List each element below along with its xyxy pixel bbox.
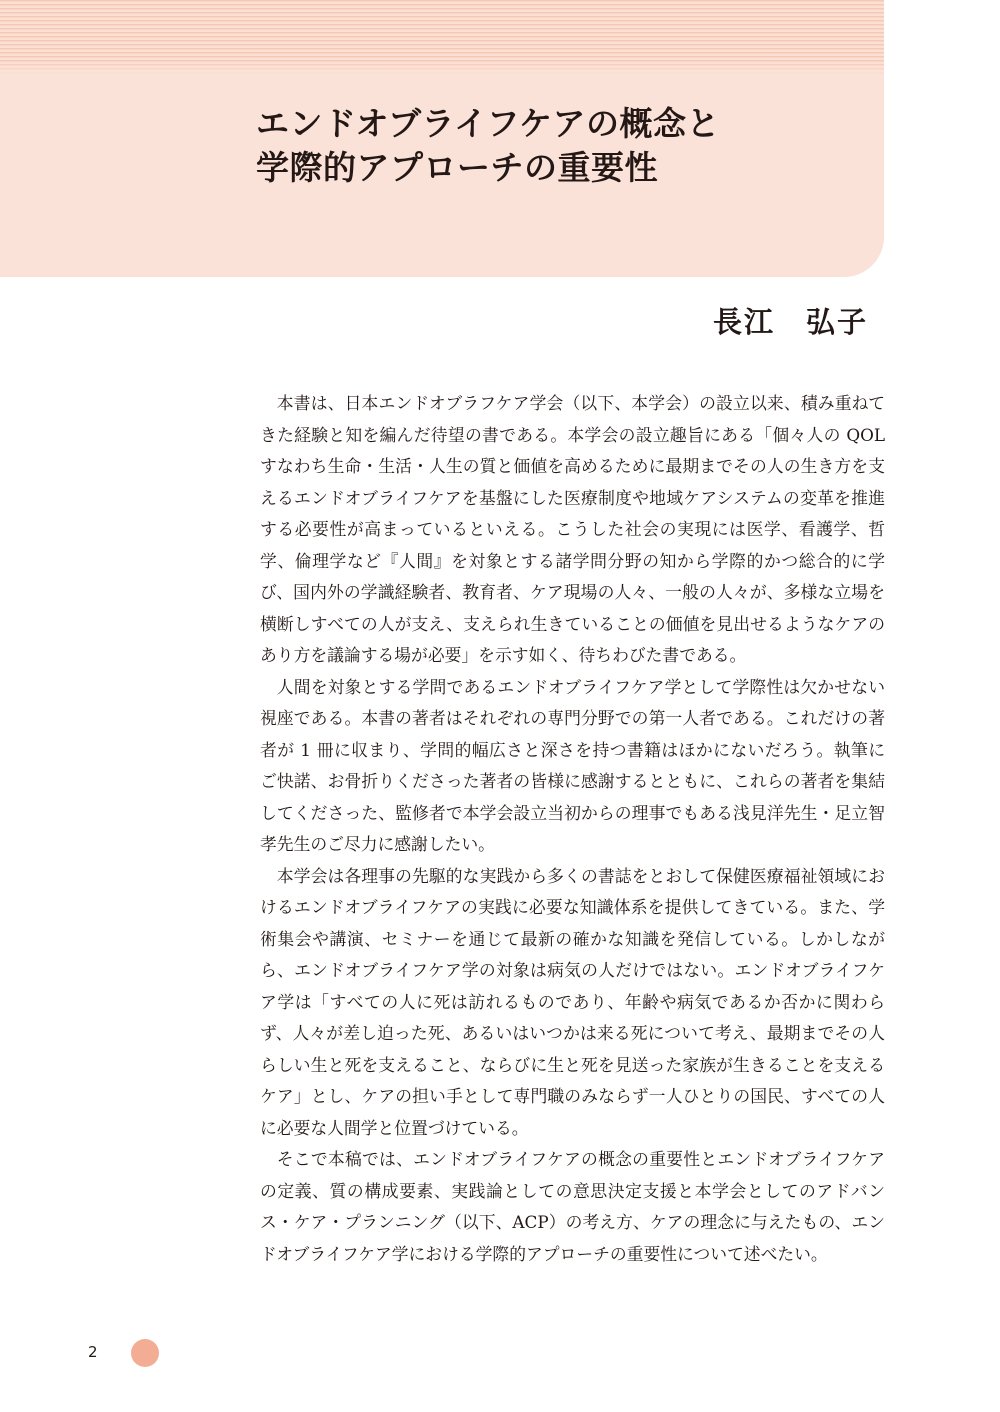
author-name: 長江 弘子 [712,305,868,339]
paragraph: 本学会は各理事の先駆的な実践から多くの書誌をとおして保健医療福祉領域におけるエンドオブライフケアの実践に必要な知識体系を提供してきている。また、学術集会や講演、セミナーを通じて最新の確かな知識を発信している。しかしながら、エンドオブライフケア学の対象は病気の人だけではない。エンドオブライフケア学は「すべての人に死は訪れるものであり、年齢や病気であるか否かに関わらず、人々が差し迫った死、あるいはいつかは来る死について考え、最期までその人らしい生と死を支えること、ならびに生と死を見送った家族が生きることを支えるケア」とし、ケアの担い手として専門職のみならず一人ひとりの国民、すべての人に必要な人間学と位置づけている。 [260,865,885,1138]
paragraph: 人間を対象とする学問であるエンドオブライフケア学として学際性は欠かせない視座である。本書の著者はそれぞれの専門分野での第一人者である。これだけの著者が 1 冊に収まり、学問的幅広さと深さを持つ書籍はほかにないだろう。執筆にご快諾、お骨折りくださった著者の皆様に感謝するとともに、これらの著者を集結してくださった、監修者で本学会設立当初からの理事でもある浅見洋先生・足立智孝先生のご尽力に感謝したい。 [260,676,885,854]
paragraph: そこで本稿では、エンドオブライフケアの概念の重要性とエンドオブライフケアの定義、質の構成要素、実践論としての意思決定支援と本学会としてのアドバンス・ケア・プランニング（以下、ACP）の考え方、ケアの理念に与えたもの、エンドオブライフケア学における学際的アプローチの重要性について述べたい。 [260,1149,885,1264]
page-marker-dot [131,1339,159,1367]
chapter-title [256,102,720,190]
chapter-title-line-1: エンドオブライフケアの概念と [256,104,721,143]
paragraph: 本書は、日本エンドオブラフケア学会（以下、本学会）の設立以来、積み重ねてきた経験と知を編んだ待望の書である。本学会の設立趣旨にある「個々人の QOL すなわち生命・生活・人生の質と価値を高めるために最期までその人の生き方を支えるエンドオブライフケアを基盤にした医療制度や地域ケアシステムの変革を推進する必要性が高まっているといえる。こうした社会の実現には医学、看護学、哲学、倫理学など『人間』を対象とする諸学問分野の知から学際的かつ総合的に学び、国内外の学識経験者、教育者、ケア現場の人々、一般の人々が、多様な立場を横断しすべての人が支え、支えられ生きていることの価値を見出せるようなケアのあり方を議論する場が必要」を示す如く、待ちわびた書である。 [260,393,885,665]
page-number: 2 [88,1343,98,1361]
header-stripes [0,0,884,75]
body-text [260,388,885,1270]
chapter-title-line-2: 学際的アプローチの重要性 [256,148,658,187]
